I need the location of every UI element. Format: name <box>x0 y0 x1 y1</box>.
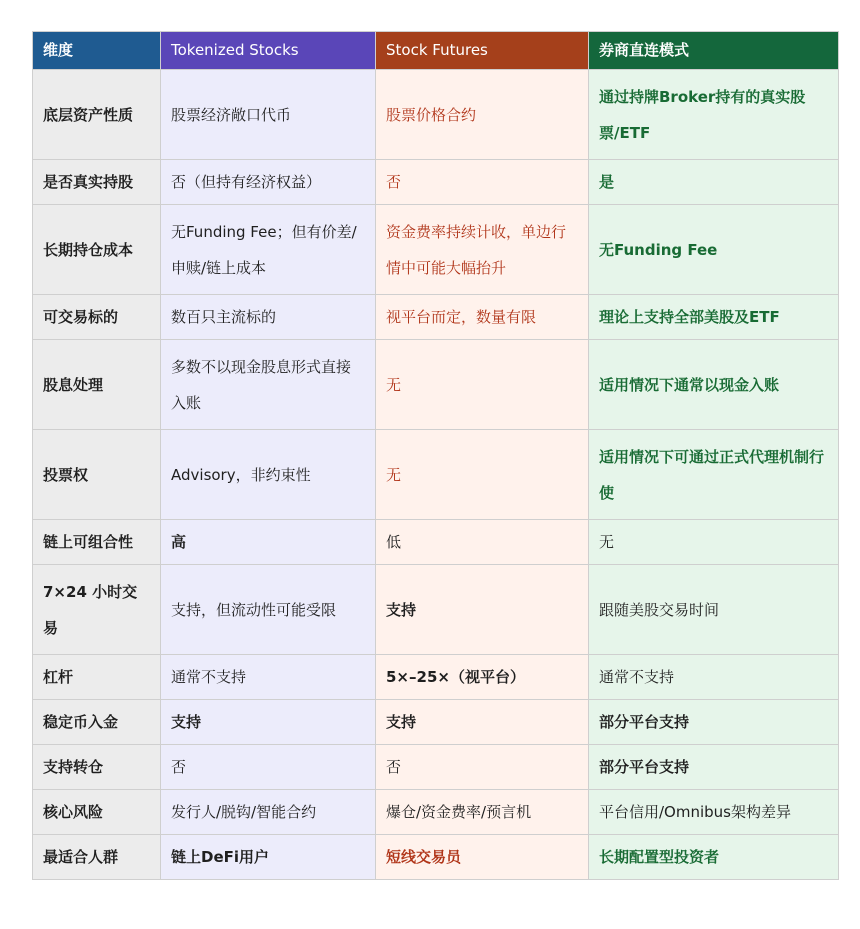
row-dimension: 最适合人群 <box>33 835 161 880</box>
cell-futures: 爆仓/资金费率/预言机 <box>376 790 589 835</box>
cell-tokenized: 多数不以现金股息形式直接入账 <box>161 340 376 430</box>
cell-broker: 适用情况下通常以现金入账 <box>589 340 839 430</box>
table-row <box>33 430 839 520</box>
cell-tokenized: 股票经济敞口代币 <box>161 70 376 160</box>
row-dimension: 可交易标的 <box>33 295 161 340</box>
cell-tokenized: 无Funding Fee；但有价差/申赎/链上成本 <box>161 205 376 295</box>
row-dimension: 长期持仓成本 <box>33 205 161 295</box>
row-dimension: 股息处理 <box>33 340 161 430</box>
cell-tokenized: 发行人/脱钩/智能合约 <box>161 790 376 835</box>
cell-futures: 低 <box>376 520 589 565</box>
table-row <box>33 745 839 790</box>
cell-broker: 理论上支持全部美股及ETF <box>589 295 839 340</box>
header-dimension: 维度 <box>33 32 161 70</box>
table-row <box>33 700 839 745</box>
cell-futures: 短线交易员 <box>376 835 589 880</box>
comparison-table <box>32 31 839 880</box>
header-tokenized-stocks: Tokenized Stocks <box>161 32 376 70</box>
row-dimension: 支持转仓 <box>33 745 161 790</box>
cell-futures: 股票价格合约 <box>376 70 589 160</box>
cell-futures: 视平台而定，数量有限 <box>376 295 589 340</box>
cell-tokenized: Advisory，非约束性 <box>161 430 376 520</box>
cell-futures: 否 <box>376 160 589 205</box>
table-row <box>33 655 839 700</box>
row-dimension: 杠杆 <box>33 655 161 700</box>
cell-broker: 通过持牌Broker持有的真实股票/ETF <box>589 70 839 160</box>
cell-tokenized: 高 <box>161 520 376 565</box>
cell-futures: 5×–25×（视平台） <box>376 655 589 700</box>
cell-futures: 资金费率持续计收，单边行情中可能大幅抬升 <box>376 205 589 295</box>
table-row <box>33 835 839 880</box>
row-dimension: 链上可组合性 <box>33 520 161 565</box>
row-dimension: 稳定币入金 <box>33 700 161 745</box>
cell-tokenized: 否（但持有经济权益） <box>161 160 376 205</box>
table-row <box>33 205 839 295</box>
header-stock-futures: Stock Futures <box>376 32 589 70</box>
cell-tokenized: 数百只主流标的 <box>161 295 376 340</box>
cell-tokenized: 通常不支持 <box>161 655 376 700</box>
cell-tokenized: 链上DeFi用户 <box>161 835 376 880</box>
table-row <box>33 160 839 205</box>
cell-tokenized: 否 <box>161 745 376 790</box>
cell-tokenized: 支持，但流动性可能受限 <box>161 565 376 655</box>
table-row <box>33 790 839 835</box>
header-broker-direct: 券商直连模式 <box>589 32 839 70</box>
cell-broker: 通常不支持 <box>589 655 839 700</box>
cell-broker: 长期配置型投资者 <box>589 835 839 880</box>
cell-futures: 否 <box>376 745 589 790</box>
cell-futures: 无 <box>376 430 589 520</box>
cell-broker: 部分平台支持 <box>589 745 839 790</box>
cell-futures: 支持 <box>376 700 589 745</box>
cell-broker: 适用情况下可通过正式代理机制行使 <box>589 430 839 520</box>
cell-tokenized: 支持 <box>161 700 376 745</box>
cell-futures: 无 <box>376 340 589 430</box>
cell-broker: 跟随美股交易时间 <box>589 565 839 655</box>
table-row <box>33 565 839 655</box>
cell-broker: 无 <box>589 520 839 565</box>
row-dimension: 底层资产性质 <box>33 70 161 160</box>
row-dimension: 投票权 <box>33 430 161 520</box>
header-row <box>33 32 839 70</box>
table-row <box>33 70 839 160</box>
cell-futures: 支持 <box>376 565 589 655</box>
row-dimension: 是否真实持股 <box>33 160 161 205</box>
table-row <box>33 295 839 340</box>
cell-broker: 是 <box>589 160 839 205</box>
table-row <box>33 340 839 430</box>
table-row <box>33 520 839 565</box>
cell-broker: 平台信用/Omnibus架构差异 <box>589 790 839 835</box>
row-dimension: 7×24 小时交易 <box>33 565 161 655</box>
row-dimension: 核心风险 <box>33 790 161 835</box>
comparison-table-container <box>32 31 838 880</box>
cell-broker: 部分平台支持 <box>589 700 839 745</box>
cell-broker: 无Funding Fee <box>589 205 839 295</box>
